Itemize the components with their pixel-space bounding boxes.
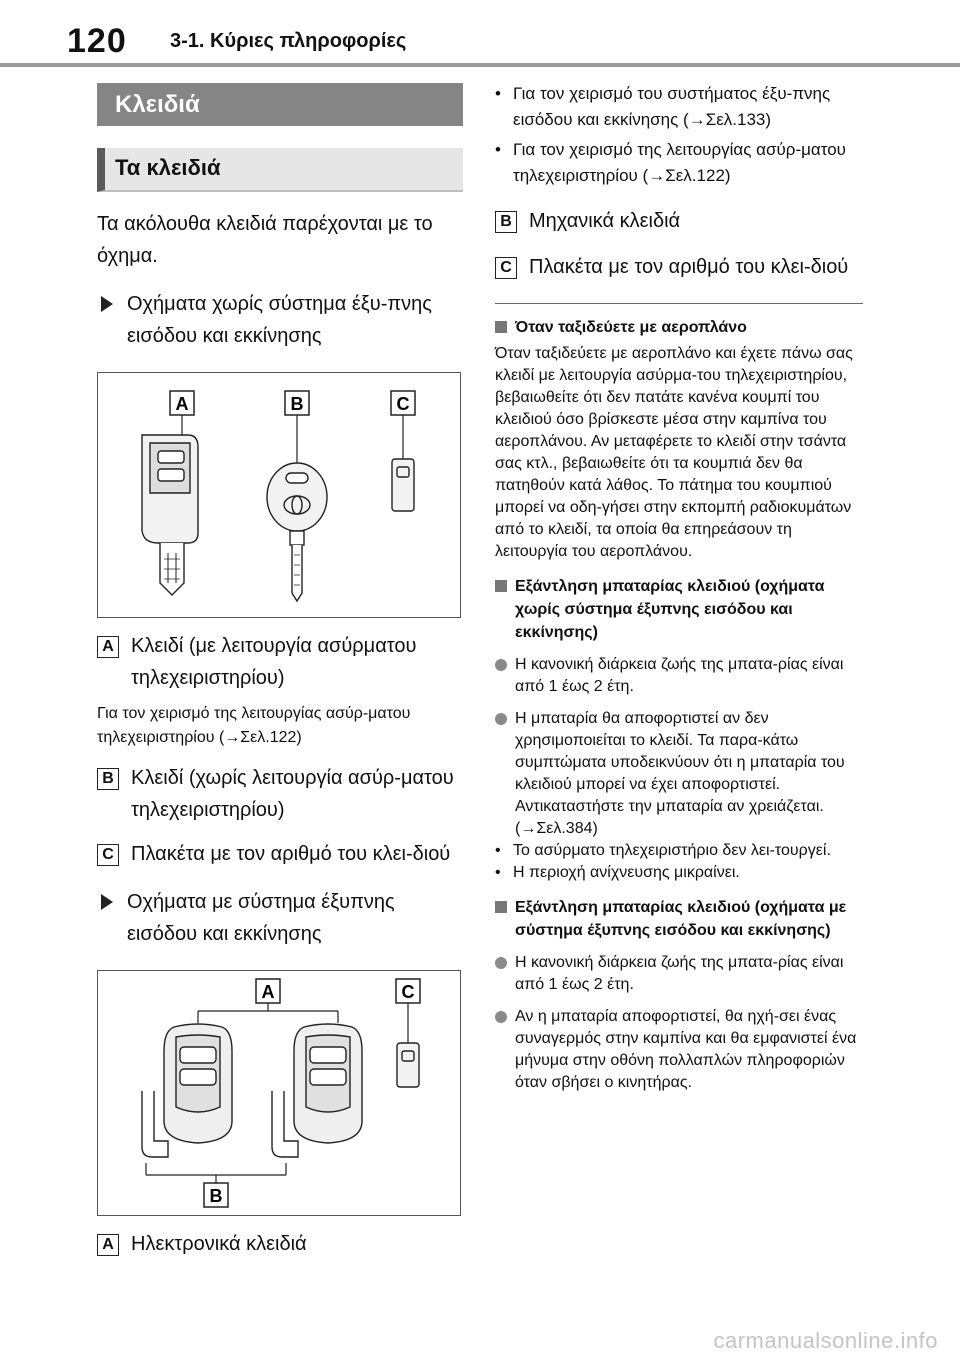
note-2-bullet-1 [495,840,863,862]
note-1-title: Όταν ταξιδεύετε με αεροπλάνο [515,319,747,336]
label-b: B [495,211,517,233]
bullet-mark: • [495,84,501,103]
triangle-icon [101,894,113,910]
figure1-label-a-text: A [175,394,189,414]
bullet-mark: • [495,140,501,159]
circle-bullet-icon [495,659,507,671]
subsection-title: Τα κλειδιά [97,148,463,192]
label-c: C [97,844,119,866]
square-icon [495,901,507,913]
group2-item-a-text: Ηλεκτρονικά κλειδιά [131,1233,307,1255]
key-number-tag-illustration [392,459,414,511]
figure1-label-b-text: B [290,394,304,414]
divider [495,303,863,304]
figure2-label-a-text: A [261,982,275,1002]
note-2-bullet-2-text: Η περιοχή ανίχνευσης μικραίνει. [513,864,740,881]
label-a: A [97,636,119,658]
right-bullet-2-text: Για τον χειρισμό της λειτουργίας ασύρ-ματου τηλεχειριστηρίου (→Σελ.122) [513,140,846,185]
group1-item-a [97,630,463,694]
smart-key-1-illustration [142,1024,232,1157]
keys-illustration-1 [98,373,460,617]
group1-item-b [97,762,463,826]
label-b: B [97,768,119,790]
note-1-body: Όταν ταξιδεύετε με αεροπλάνο και έχετε πάνω σας κλειδί με λειτουργία ασύρμα-του τηλεχειριστηρίου, βεβαιωθείτε ότι δεν πατάτε κανένα κουμπί του κλειδιού όσο βρίσκεστε μέσα στην καμπίνα του αεροπλάνου. Αν μεταφέρετε το κλειδί στην τσάντα σας κτλ., βεβαιωθείτε ότι τα κουμπιά δεν θα πατηθούν κατά λάθος. Το πάτημα του κουμπιού μπορεί να οδη-γήσει στην εκπομπή ραδιοκυμάτων από το κλειδί, τα οποία θα επηρεάσουν τη λειτουργία του αεροπλάνου. [495,345,853,560]
group1-item-a-note: Για τον χειρισμό της λειτουργίας ασύρ-ματου τηλεχειριστηρίου (→Σελ.122) [97,705,411,746]
keys-illustration-2 [98,971,460,1215]
circle-bullet-icon [495,957,507,969]
note-2-bullet-1-text: Το ασύρματο τηλεχειριστήριο δεν λει-τουργεί. [513,842,831,859]
group2-heading-text: Οχήματα με σύστημα έξυπνης εισόδου και εκκίνησης [127,891,395,945]
bullet-mark: • [495,864,501,881]
left-column [97,83,463,1260]
note-2-dot-1-text: Η κανονική διάρκεια ζωής της μπατα-ρίας είναι από 1 έως 2 έτη. [515,656,844,695]
note-3-dot-2 [495,1006,863,1094]
note-2-bullet-2 [495,862,863,884]
note-2-dot-1 [495,654,863,698]
flip-key-illustration [142,435,198,595]
bullet-mark: • [495,842,501,859]
keys-figure-2 [97,970,461,1216]
smart-key-2-illustration [272,1024,362,1157]
circle-bullet-icon [495,713,507,725]
key-number-tag-2-illustration [397,1043,419,1087]
right-item-b [495,205,863,237]
group2-heading [97,886,463,950]
group1-heading [97,288,463,352]
note-3-dot-1-text: Η κανονική διάρκεια ζωής της μπατα-ρίας είναι από 1 έως 2 έτη. [515,954,844,993]
right-bullet-1 [495,81,863,133]
note-2-dot-2 [495,708,863,840]
keys-figure-1 [97,372,461,618]
group1-heading-text: Οχήματα χωρίς σύστημα έξυ-πνης εισόδου και εκκίνησης [127,293,432,347]
note-1-heading [495,316,863,339]
group2-item-a [97,1228,463,1260]
label-c: C [495,257,517,279]
page-number: 120 [67,22,127,60]
figure2-label-b [204,1183,228,1207]
header-rule [0,63,960,67]
watermark: carmanualsonline.info [713,1328,938,1353]
square-icon [495,580,507,592]
toyota-key-illustration [267,463,327,601]
figure1-label-b [285,391,309,415]
group1-item-c [97,838,463,870]
figure2-label-b-text: B [209,1186,223,1206]
section-title: Κλειδιά [97,83,463,126]
chapter-title: 3-1. Κύριες πληροφορίες [170,30,407,52]
note-3-dot-1 [495,952,863,996]
right-item-b-text: Μηχανικά κλειδιά [529,210,681,232]
intro-text: Τα ακόλουθα κλειδιά παρέχονται με το όχημα. [97,213,433,267]
group1-item-b-text: Κλειδί (χωρίς λειτουργία ασύρ-ματου τηλεχειριστηρίου) [131,767,454,821]
label-a: A [97,1234,119,1256]
figure2-label-a [256,979,280,1003]
group1-item-c-text: Πλακέτα με τον αριθμό του κλει-διού [131,843,451,865]
figure1-label-c-text: C [396,394,410,414]
note-3-title: Εξάντληση μπαταρίας κλειδιού (οχήματα με σύστημα έξυπνης εισόδου και εκκίνησης) [515,899,847,939]
right-item-c [495,251,863,283]
figure1-label-c [391,391,415,415]
note-2-dot-2-text: Η μπαταρία θα αποφορτιστεί αν δεν χρησιμοποιείται το κλειδί. Τα παρα-κάτω συμπτώματα υποδεικνύουν ότι η μπαταρία του κλειδιού μπορεί να έχει αποφορτιστεί. Αντικαταστήστε την μπαταρία αν χρειάζεται. (→Σελ.384) [515,710,845,837]
figure1-label-a [170,391,194,415]
triangle-icon [101,296,113,312]
circle-bullet-icon [495,1011,507,1023]
note-3-heading [495,896,863,942]
group1-item-a-text: Κλειδί (με λειτουργία ασύρματου τηλεχειριστηρίου) [131,635,417,689]
right-item-c-text: Πλακέτα με τον αριθμό του κλει-διού [529,256,849,278]
note-3-dot-2-text: Αν η μπαταρία αποφορτιστεί, θα ηχή-σει ένας συναγερμός στην καμπίνα και θα εμφανιστεί ένα μήνυμα στην οθόνη πολλαπλών πληροφοριών όταν σβήσει ο κινητήρας. [515,1008,857,1091]
note-2-heading [495,575,863,644]
figure2-label-c [396,979,420,1003]
right-bullet-2 [495,137,863,189]
square-icon [495,321,507,333]
right-column [495,83,863,1094]
note-2-title: Εξάντληση μπαταρίας κλειδιού (οχήματα χωρίς σύστημα έξυπνης εισόδου και εκκίνησης) [515,578,825,641]
figure2-label-c-text: C [401,982,415,1002]
right-bullet-1-text: Για τον χειρισμό του συστήματος έξυ-πνης εισόδου και εκκίνησης (→Σελ.133) [513,84,831,129]
